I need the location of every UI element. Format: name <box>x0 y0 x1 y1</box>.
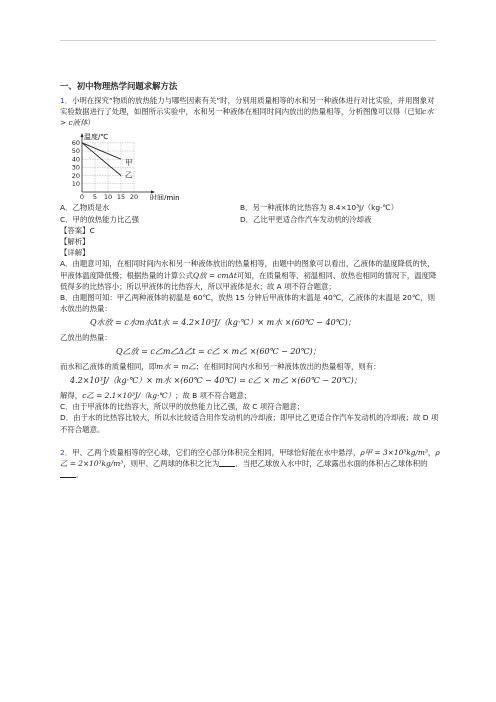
explanation-a-text-2: 可知，在质量相等、初温相同、放热也相同的情况下，温度降低得多的比热容小；所以甲液体的比热容大，所以甲液体是水；故 A 项不符合题意； <box>60 270 437 291</box>
answer-blank-1[interactable] <box>219 458 235 467</box>
y-tick-label: 40 <box>71 155 80 164</box>
option-c: C．甲的放热能力比乙强 <box>60 215 140 225</box>
explanation-c: C．由于甲液体的比热容大，所以甲的放热能力比乙强，故 C 项符合题意； <box>60 402 305 412</box>
question-1-stem <box>60 95 440 128</box>
question-2-number: 2． <box>60 447 73 457</box>
density-yi: ρ乙 = 2×10³kg/m³ <box>60 447 440 468</box>
option-a: A．乙物质是水 <box>60 202 110 212</box>
given-relation: c水 > c液体 <box>60 106 434 127</box>
explanation-b-4-text-2: ；故 B 项不符合题意； <box>174 391 252 401</box>
explanation-b-3-text-2: ；在相同时间内水和另一种液体放出的热量相等，则有： <box>195 362 381 372</box>
question-2 <box>60 447 440 480</box>
explanation-d: D．由于水的比热容比较大，所以水比较适合用作发动机的冷却液；即甲比乙更适合作汽车发动机的冷却液；故 D 项不符合题意。 <box>60 413 439 434</box>
series-label-0: 甲 <box>125 158 133 168</box>
series-label-1: 乙 <box>125 170 133 180</box>
formula-liquid-heat: Q乙放 = c乙m乙Δ乙t = c乙 × m乙 ×(60℃ − 20℃)； <box>116 347 321 357</box>
question-2-text-2: ，则甲、乙两球的体积之比为 <box>123 458 220 468</box>
section-title: 一、初中物理热学问题求解方法 <box>60 81 178 91</box>
chart-svg <box>60 130 190 200</box>
analysis-label: 【解析】 <box>60 237 90 247</box>
specific-heat-result: c乙 = 2.1×10³J/（kg·℃） <box>82 391 175 401</box>
x-tick-labels <box>80 193 138 200</box>
formula-equation: 4.2×10³J/（kg·℃）× m水 ×(60℃ − 40℃) = c乙 × m乙 ×(60℃ − 20℃)； <box>70 376 362 386</box>
option-b: B．另一种液体的比热容为 8.4×10³J/（kg·℃） <box>240 202 399 212</box>
options <box>60 202 440 225</box>
question-1-text: 小明在探究“物质的放热能力与哪些因素有关”时，分别用质量相等的水和另一种液体进行对比实验，并用图象对实验数据进行了处理，如图所示实验中，水和另一种液体在相同时间内放出的热量相等，分析图像可以得（已知 <box>60 95 435 116</box>
explanation-b-4-text: 解得， <box>60 391 83 401</box>
explanation-b: B．由题图可知：甲乙两种液体的初温是 60℃，放热 15 分钟后甲液体的末温是 40℃，乙液体的末温是 20℃，则水放出的热量： <box>60 292 435 313</box>
temperature-time-chart <box>60 130 190 200</box>
question-2-text-end: ． <box>76 469 84 479</box>
density-jia: ρ甲 = 3×10³kg/m³ <box>360 447 428 457</box>
question-1-text-end: ） <box>87 117 95 127</box>
content <box>60 80 440 480</box>
y-tick-label: 60 <box>71 138 80 147</box>
y-axis-label: 温度/℃ <box>84 132 109 141</box>
heat-formula: Q放 = cmΔt <box>193 270 237 280</box>
question-2-text: 甲、乙两个质量相等的空心球，它们的空心部分体积完全相同，甲球恰好能在水中悬浮， <box>72 447 361 457</box>
x-tick-label: 15 <box>116 192 126 200</box>
x-axis-label: 时间/min <box>150 193 180 200</box>
x-tick-label: 10 <box>103 192 113 200</box>
explanation-a-text: A．由题意可知，在相同时间内水和另一种液体放出的热量相等，由题中的图象可以看出，乙液体的温度降低的快，甲液体温度降低慢；根据热量的计算公式 <box>60 259 435 280</box>
explanation-b-3-text: 而水和乙液体的质量相同，即 <box>60 362 157 372</box>
x-tick-label: 0 <box>79 192 85 200</box>
question-2-text-3: ．当把乙球放入水中时，乙球露出水面的体积占乙球体积的 <box>235 458 428 468</box>
chart-grid <box>82 143 134 192</box>
answer-blank-2[interactable] <box>60 469 76 478</box>
explanation-b-4 <box>60 390 440 401</box>
y-tick-label: 20 <box>71 171 80 180</box>
x-tick-label: 5 <box>92 192 98 200</box>
explanation-b-3 <box>60 361 440 372</box>
detail-label: 【详解】 <box>60 248 90 258</box>
y-tick-label: 50 <box>71 147 80 156</box>
y-tick-label: 30 <box>71 163 80 172</box>
x-tick-label: 20 <box>129 192 139 200</box>
explanation-b-2: 乙放出的热量： <box>60 333 112 343</box>
answer: 【答案】C <box>60 226 95 236</box>
question-1-number: 1． <box>60 95 73 105</box>
mass-equality: m水 = m乙 <box>156 362 196 372</box>
explanation-a <box>60 258 440 291</box>
option-d: D．乙比甲更适合作汽车发动机的冷却液 <box>240 215 372 225</box>
y-tick-labels <box>72 139 80 188</box>
chart-series <box>82 143 133 180</box>
question-2-separator: ， <box>427 447 436 457</box>
formula-water-heat: Q水放 = c水m水Δt水 = 4.2×10³J/（kg·℃）× m水 ×(60℃ − 40℃)； <box>90 318 356 328</box>
y-tick-label: 10 <box>71 179 80 188</box>
header-rule <box>60 40 436 41</box>
